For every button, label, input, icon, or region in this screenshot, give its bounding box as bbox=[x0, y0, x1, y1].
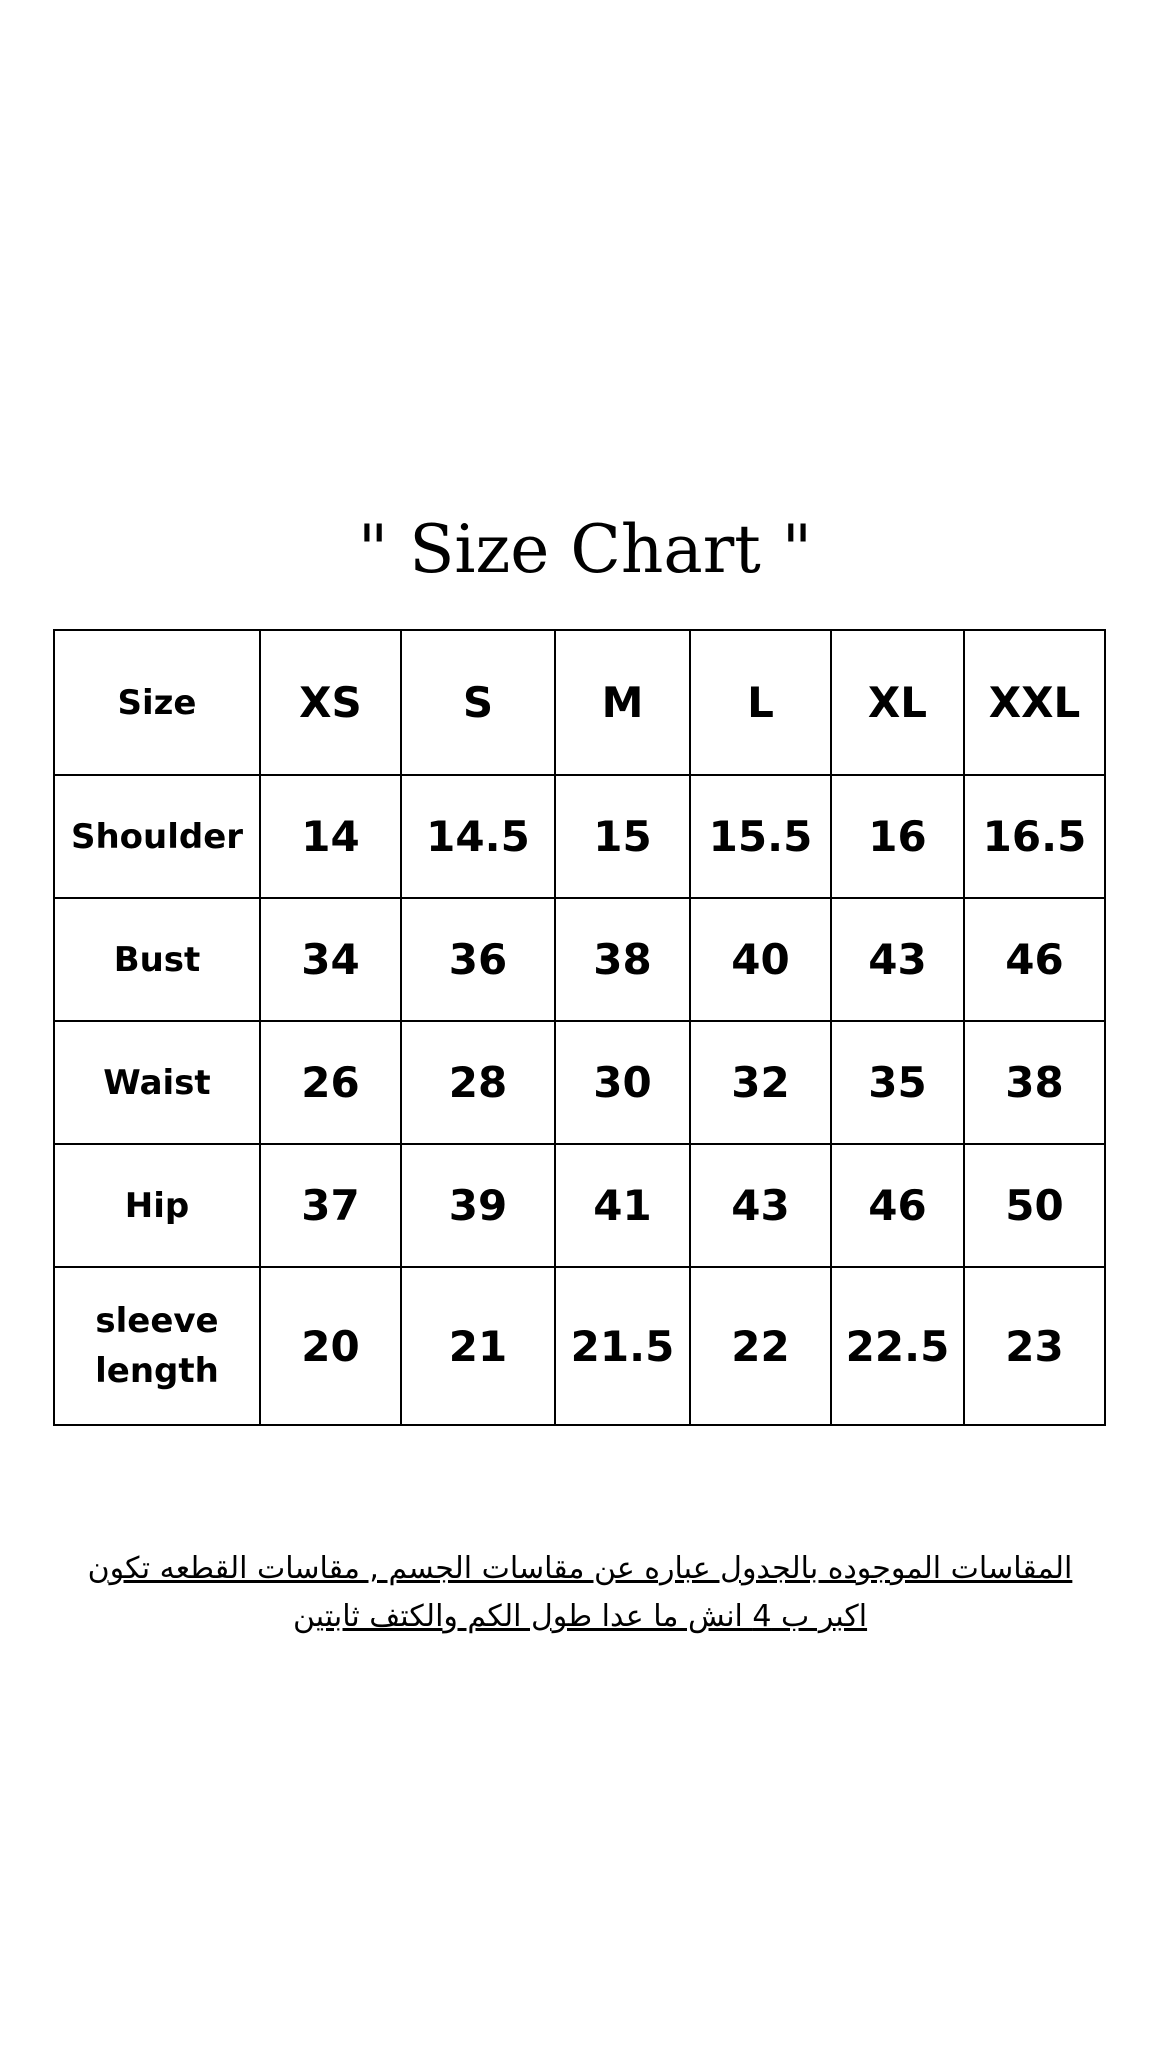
table-cell: 26 bbox=[260, 1021, 401, 1144]
chart-title: " Size Chart " bbox=[357, 511, 813, 588]
table-cell: 43 bbox=[831, 898, 964, 1021]
table-cell: 43 bbox=[690, 1144, 831, 1267]
table-cell: 34 bbox=[260, 898, 401, 1021]
table-cell: 14 bbox=[260, 775, 401, 898]
size-table bbox=[53, 629, 1106, 1426]
size-column-header: XL bbox=[831, 630, 964, 775]
table-cell: 16.5 bbox=[964, 775, 1105, 898]
table-cell: 37 bbox=[260, 1144, 401, 1267]
size-column-header: L bbox=[690, 630, 831, 775]
table-cell: 50 bbox=[964, 1144, 1105, 1267]
header-size-label: Size bbox=[54, 630, 260, 775]
sizing-note-line-1: المقاسات الموجوده بالجدول عباره عن مقاسات الجسم , مقاسات القطعه تكون bbox=[87, 1551, 1073, 1586]
table-row bbox=[54, 1021, 1105, 1144]
table-cell: 32 bbox=[690, 1021, 831, 1144]
size-column-header: XXL bbox=[964, 630, 1105, 775]
table-cell: 23 bbox=[964, 1267, 1105, 1425]
table-row bbox=[54, 898, 1105, 1021]
row-label: Waist bbox=[54, 1021, 260, 1144]
sizing-note-line-2: اكبر ب 4 انش ما عدا طول الكم والكتف ثابتين bbox=[292, 1599, 868, 1634]
sizing-note bbox=[40, 1545, 1120, 1641]
row-label: Shoulder bbox=[54, 775, 260, 898]
size-column-header: XS bbox=[260, 630, 401, 775]
table-cell: 15.5 bbox=[690, 775, 831, 898]
table-cell: 38 bbox=[964, 1021, 1105, 1144]
row-label: Hip bbox=[54, 1144, 260, 1267]
size-column-header: M bbox=[555, 630, 690, 775]
table-cell: 46 bbox=[964, 898, 1105, 1021]
table-cell: 46 bbox=[831, 1144, 964, 1267]
table-row bbox=[54, 775, 1105, 898]
table-row bbox=[54, 1267, 1105, 1425]
table-row bbox=[54, 1144, 1105, 1267]
table-cell: 40 bbox=[690, 898, 831, 1021]
size-column-header: S bbox=[401, 630, 555, 775]
table-cell: 38 bbox=[555, 898, 690, 1021]
row-label: sleeve length bbox=[54, 1267, 260, 1425]
table-cell: 15 bbox=[555, 775, 690, 898]
table-cell: 41 bbox=[555, 1144, 690, 1267]
table-cell: 36 bbox=[401, 898, 555, 1021]
table-cell: 21 bbox=[401, 1267, 555, 1425]
table-header-row bbox=[54, 630, 1105, 775]
table-cell: 35 bbox=[831, 1021, 964, 1144]
table-cell: 30 bbox=[555, 1021, 690, 1144]
table-cell: 39 bbox=[401, 1144, 555, 1267]
table-cell: 20 bbox=[260, 1267, 401, 1425]
table-cell: 16 bbox=[831, 775, 964, 898]
table-cell: 21.5 bbox=[555, 1267, 690, 1425]
row-label: Bust bbox=[54, 898, 260, 1021]
table-cell: 28 bbox=[401, 1021, 555, 1144]
table-cell: 14.5 bbox=[401, 775, 555, 898]
table-cell: 22 bbox=[690, 1267, 831, 1425]
table-cell: 22.5 bbox=[831, 1267, 964, 1425]
